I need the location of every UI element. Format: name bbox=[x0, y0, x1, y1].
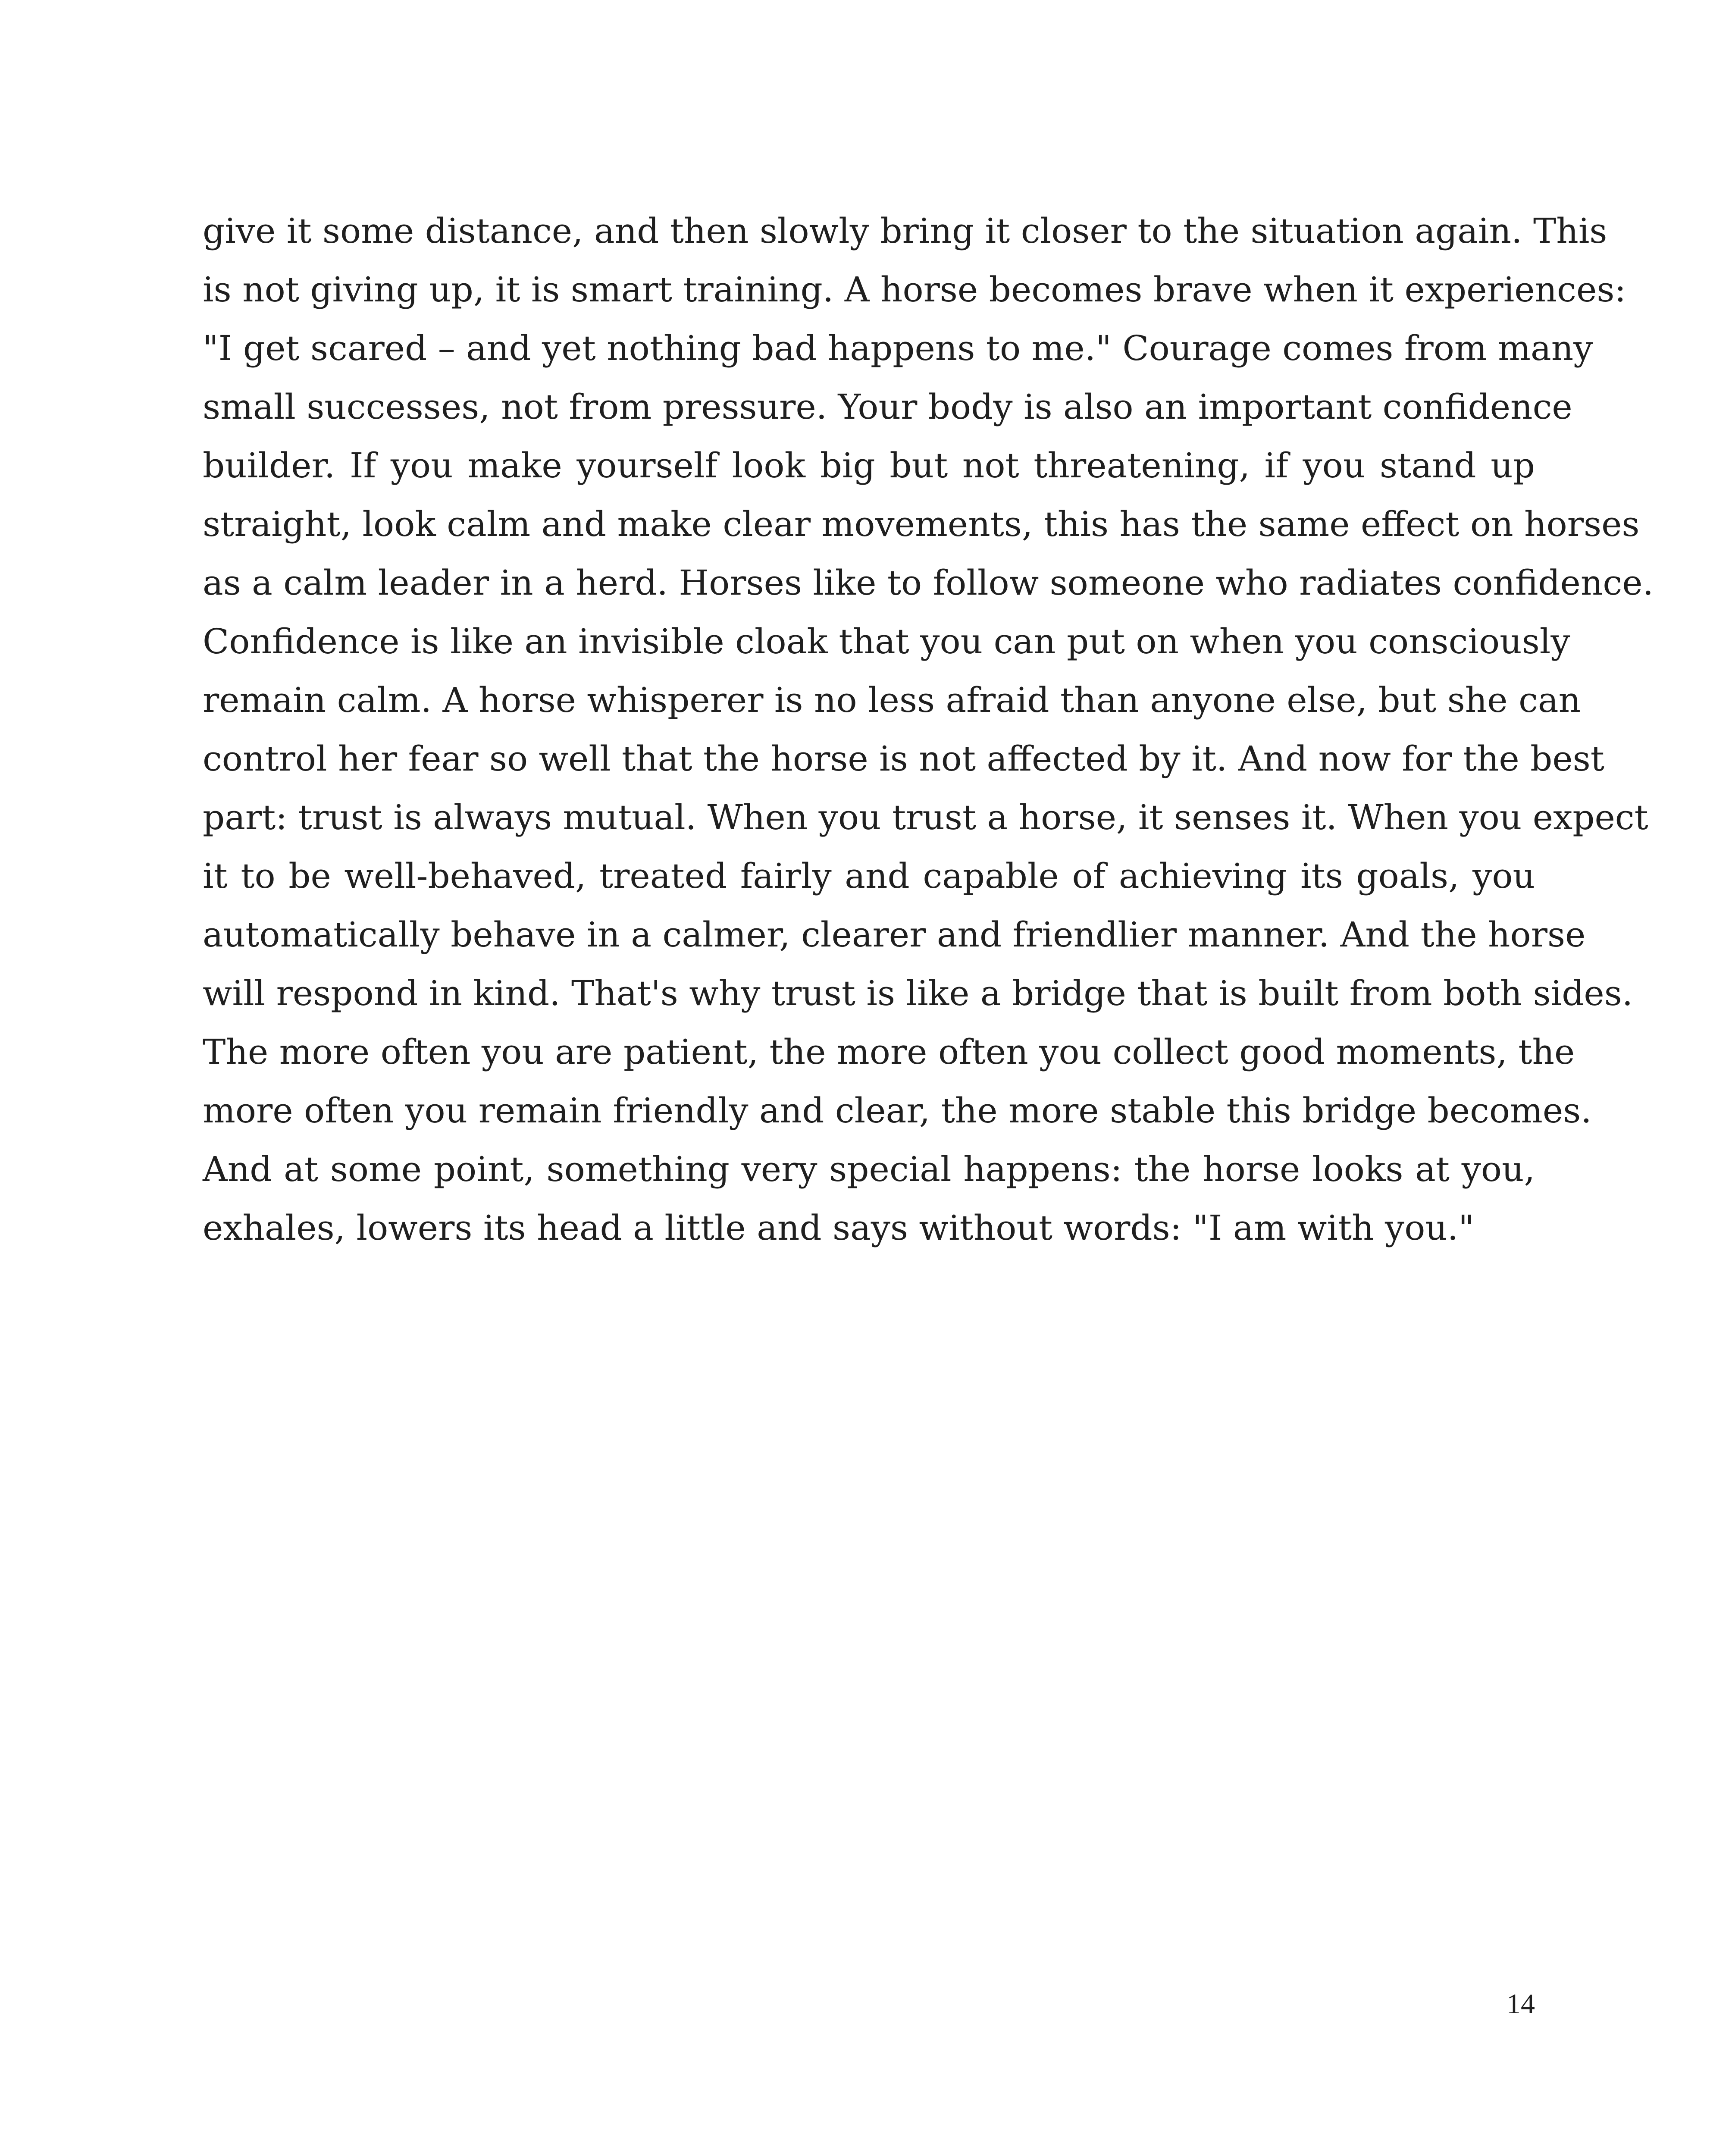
text-line: Confidence is like an invisible cloak that you can put on when you consciously bbox=[203, 621, 1570, 661]
text-line: control her fear so well that the horse is not affected by it. And now for the best bbox=[203, 739, 1604, 779]
text-line: as a calm leader in a herd. Horses like to follow someone who radiates confidence. bbox=[203, 563, 1654, 603]
text-line: it to be well-behaved, treated fairly and capable of achieving its goals, you bbox=[203, 856, 1535, 896]
text-line: part: trust is always mutual. When you trust a horse, it senses it. When you expect bbox=[203, 797, 1648, 837]
text-line: small successes, not from pressure. Your body is also an important confidence bbox=[203, 387, 1572, 427]
text-line: And at some point, something very special happens: the horse looks at you, bbox=[203, 1149, 1535, 1189]
text-line: builder. If you make yourself look big but not threatening, if you stand up bbox=[203, 445, 1535, 486]
text-line: is not giving up, it is smart training. A horse becomes brave when it experiences: bbox=[203, 270, 1626, 310]
text-line: give it some distance, and then slowly bring it closer to the situation again. This bbox=[203, 211, 1607, 251]
text-line: will respond in kind. That's why trust is like a bridge that is built from both sides. bbox=[203, 973, 1633, 1013]
body-paragraph bbox=[203, 202, 1654, 1257]
text-line: more often you remain friendly and clear, the more stable this bridge becomes. bbox=[203, 1091, 1592, 1131]
text-line: "I get scared – and yet nothing bad happens to me." Courage comes from many bbox=[203, 328, 1593, 368]
page-number: 14 bbox=[1506, 1988, 1535, 2020]
text-line: remain calm. A horse whisperer is no less afraid than anyone else, but she can bbox=[203, 680, 1581, 720]
text-line: automatically behave in a calmer, clearer and friendlier manner. And the horse bbox=[203, 915, 1586, 955]
text-line: The more often you are patient, the more often you collect good moments, the bbox=[203, 1032, 1575, 1072]
text-line-last: exhales, lowers its head a little and says without words: "I am with you." bbox=[203, 1208, 1475, 1248]
text-line: straight, look calm and make clear movements, this has the same effect on horses bbox=[203, 504, 1640, 544]
